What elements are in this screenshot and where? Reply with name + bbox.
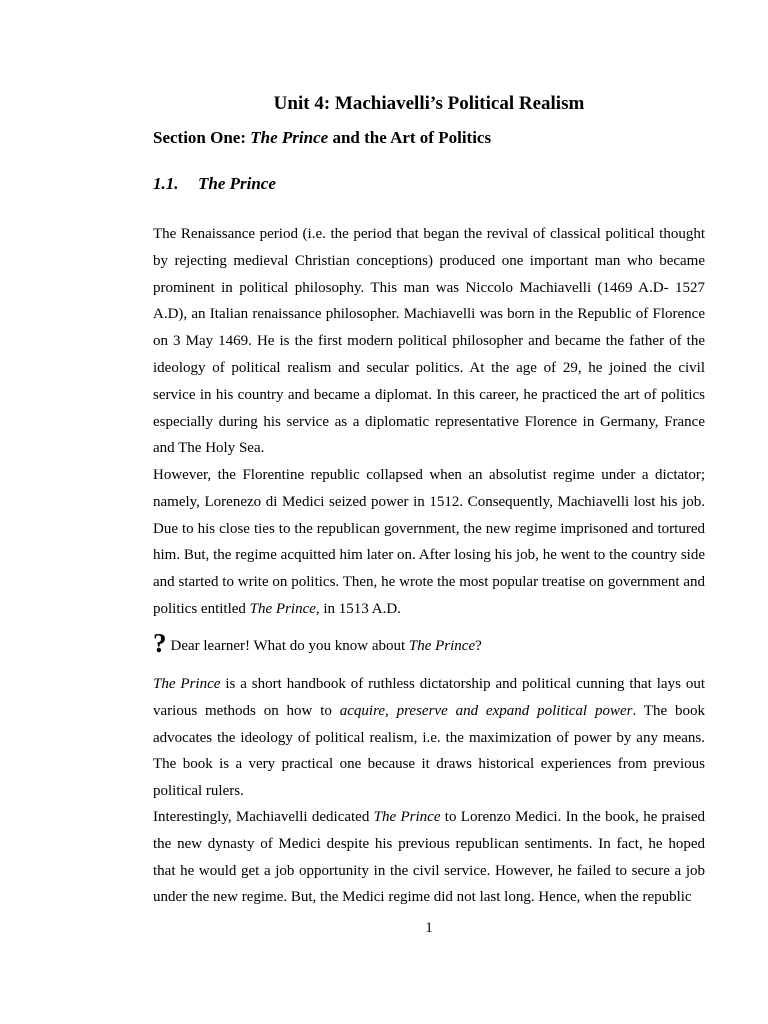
question-text: Dear learner! What do you know about <box>170 638 409 654</box>
paragraph-3-end: . The book advocates the ideology of political realism, i.e. the maximization of power by any means. The book is a very practical one because it draws historical experiences from previous political rulers. <box>153 702 705 800</box>
paragraph-3-text: is a short handbook of ruthless dictatorship and political cunning that lays out various methods on how to <box>153 676 705 719</box>
paragraph-3-emphasis: acquire, preserve and expand political power <box>339 702 633 719</box>
paragraph-dedication <box>153 804 705 911</box>
paragraph-renaissance: The Renaissance period (i.e. the period that began the revival of classical political thought by rejecting medieval Christian conceptions) produced one important man who became prominent in political philosophy. This man was Niccolo Machiavelli (1469 A.D- 1527 A.D), an Italian renaissance philosopher. Machiavelli was born in the Republic of Florence on 3 May 1469. He is the first modern political philosopher and became the father of the ideology of political realism and secular politics. At the age of 29, he joined the civil service in his country and became a diplomat. In this career, he practiced the art of politics especially during his service as a diplomatic representative Florence in Germany, France and The Holy Sea. <box>153 226 705 457</box>
paragraph-3-book-title: The Prince <box>153 676 221 692</box>
paragraph-prince-description <box>153 671 705 805</box>
subsection-title: The Prince <box>198 174 276 193</box>
paragraph-4-text: Interestingly, Machiavelli dedicated <box>153 809 374 825</box>
question-book-title: The Prince <box>408 638 476 654</box>
subsection-heading <box>153 174 276 194</box>
unit-title: Unit 4: Machiavelli’s Political Realism <box>273 93 585 114</box>
section-title <box>153 128 491 148</box>
section-title-suffix: and the Art of Politics <box>328 128 492 147</box>
paragraph-florentine-collapse <box>153 462 705 623</box>
question-mark-icon: ? <box>153 628 167 658</box>
learner-question <box>153 630 705 659</box>
paragraph-2-end: , in 1513 A.D. <box>315 600 401 617</box>
section-title-prefix: Section One: <box>153 128 251 147</box>
paragraph-2-text: However, the Florentine republic collapsed when an absolutist regime under a dictator; namely, Lorenezo di Medici seized power in 1512. Consequently, Machiavelli lost his job. Due to his close ties to the republican government, the new regime imprisoned and tortured him. But, the regime acquitted him later on. After losing his job, he went to the country side and started to write on politics. Then, he wrote the most popular treatise on government and politics entitled <box>153 467 705 617</box>
question-end: ? <box>475 638 482 654</box>
subsection-number: 1.1. <box>153 174 179 193</box>
paragraph-4-book-title: The Prince <box>373 809 441 825</box>
page-number: 1 <box>425 920 433 936</box>
paragraph-4-end: to Lorenzo Medici. In the book, he praised the new dynasty of Medici despite his previous republican sentiments. In fact, he hoped that he would get a job opportunity in the civil service. However, he failed to secure a job under the new regime. But, the Medici regime did not last long. Hence, when the republic <box>153 809 705 906</box>
section-title-italic: The Prince <box>250 128 329 147</box>
paragraph-2-book-title: The Prince <box>249 600 316 617</box>
